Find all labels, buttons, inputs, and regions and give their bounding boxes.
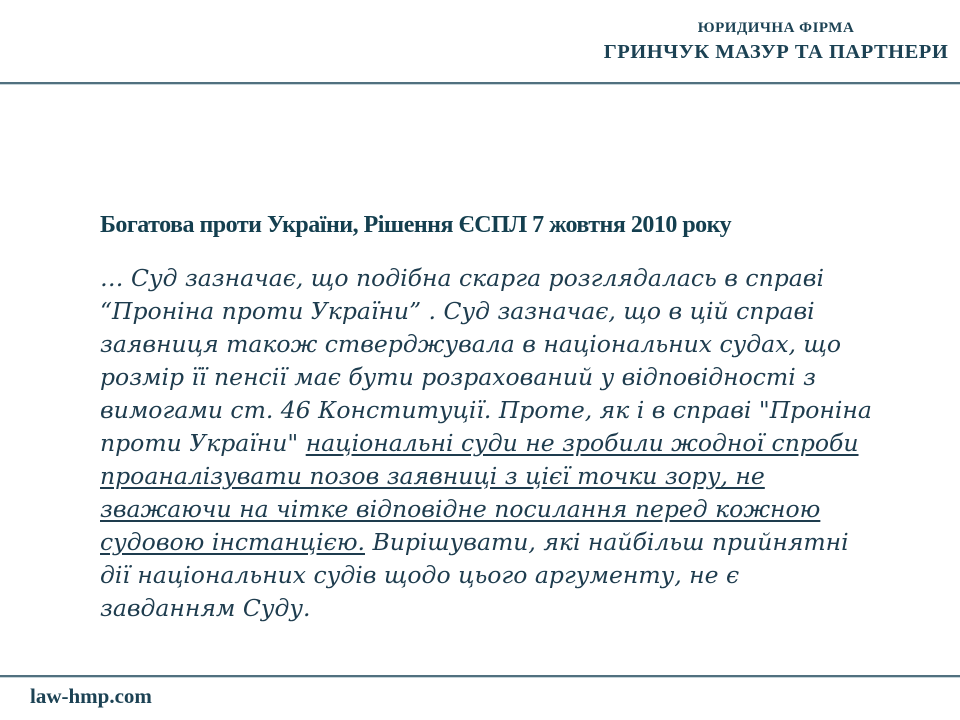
body-segment-underlined: національні суди не зробили жодної спроби проаналізувати позов заявниці з цієї точки зору, не зважаючи на чітке відповідне посилання перед кожною судовою інстанцією. [100, 429, 859, 556]
body-segment-normal-2: Вирішувати, які найбільш прийнятні дії національних судів щодо цього аргументу, не є завданням Суду. [100, 528, 849, 622]
bottom-divider [0, 675, 960, 678]
body-segment-normal: … Суд зазначає, що подібна скарга розглядалась в справі “Проніна проти України” . Суд зазначає, що в цій справі заявниця також стверджувала в національних судах, що розмір її пенсії має бути розрахований у відповідності з вимогами ст. 46 Конституції. Проте, як і в справі "Проніна проти України" [100, 264, 872, 457]
case-body-text [100, 262, 875, 625]
slide-content [100, 210, 875, 625]
footer [30, 684, 152, 709]
top-divider [0, 82, 960, 85]
firm-type-label: ЮРИДИЧНА ФІРМА [697, 20, 855, 36]
slide-title: Богатова проти України, Рішення ЄСПЛ 7 жовтня 2010 року [100, 212, 732, 238]
firm-name-label: ГРИНЧУК МАЗУР ТА ПАРТНЕРИ [603, 41, 949, 63]
website-link[interactable]: law-hmp.com [30, 684, 152, 708]
firm-header [600, 20, 952, 64]
